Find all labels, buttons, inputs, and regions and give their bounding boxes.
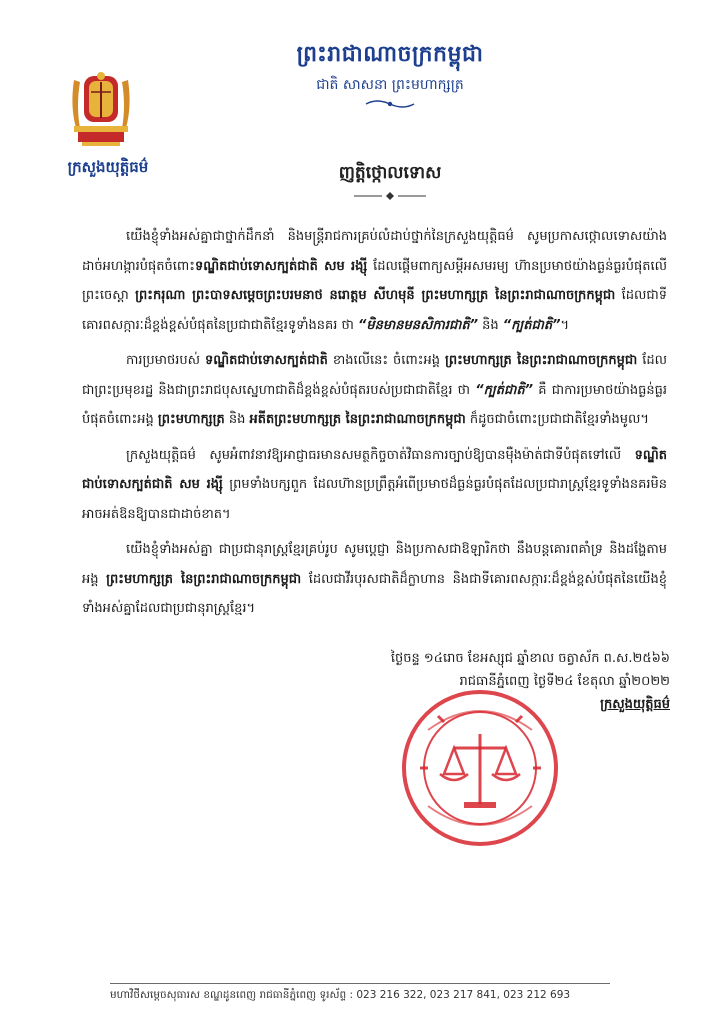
text-segment: និង bbox=[224, 412, 250, 427]
kingdom-title: ព្រះរាជាណាចក្រកម្ពុជា bbox=[296, 42, 484, 67]
paragraph-3 bbox=[82, 441, 667, 530]
document-title: ញត្តិថ្កោលទោស bbox=[338, 163, 442, 183]
text-segment: ខាងលើនេះ ចំពោះអង្គ bbox=[327, 353, 445, 368]
petition-body bbox=[82, 222, 667, 630]
signatory: ក្រសួងយុត្តិធម៌ bbox=[600, 697, 670, 712]
footer-address bbox=[110, 989, 630, 1004]
quoted-phrase: “ក្បត់ជាតិ” bbox=[475, 382, 534, 398]
lunar-date: ថ្ងៃចន្ទ ១៤រោច ខែអស្សុជ ឆ្នាំខាល ចត្វាស័ក ព.ស.២៥៦៦ bbox=[390, 651, 670, 666]
text-segment: យើងខ្ញុំទាំងអស់គ្នា ជាប្រជានុរាស្ត្រខ្មែរគ្រប់រូប សូមប្តេជ្ញា និងប្រកាសជាឱឡារិកថា នឹងបន្តគោរពគាំទ្រ និងដង្ហែតាមអង្គ bbox=[82, 542, 667, 587]
text-segment: ដែលជាព្រះប្រមុខរដ្ឋ និងជាព្រះរាជបុសស្នេហាជាតិដ៏ខ្ពង់ខ្ពស់បំផុតរបស់ប្រជាជាតិខ្មែរ ថា bbox=[82, 353, 667, 398]
text-segment: ក៏ដូចជាចំពោះប្រជាជាតិខ្មែរទាំងមូល។ bbox=[465, 412, 649, 427]
text-segment: ។ bbox=[560, 317, 570, 333]
quoted-phrase: “មិនមានមនសិការជាតិ” bbox=[358, 317, 478, 333]
text-segment: ដែលជាទីគោរពសក្ការៈដ៏ខ្ពង់ខ្ពស់បំផុតនៃប្រជាជាតិខ្មែរទូទាំងនគរ ថា bbox=[82, 288, 667, 333]
text-segment: យើងខ្ញុំទាំងអស់គ្នាជាថ្នាក់ដឹកនាំ និងមន្ត្រីរាជការគ្រប់លំដាប់ថ្នាក់នៃក្រសួងយុត្តិធម៌ សូមប្រកាសថ្កោលទោសយ៉ាងដាច់អហង្ការបំផុតចំពោះ bbox=[82, 229, 667, 274]
text-segment: ដែលផ្តើមពាក្យសម្តីអសមរម្យ ហ៊ានប្រមាថយ៉ាងធ្ងន់ធ្ងរបំផុតលើព្រះចេស្តា bbox=[82, 258, 667, 303]
text-segment: ដែលជាវីរបុរសជាតិដ៏ក្លាហាន និងជាទីគោរពសក្ការៈដ៏ខ្ពង់ខ្ពស់បំផុតនៃយើងខ្ញុំទាំងអស់គ្នាដែលជាប្រជានុរាស្ត្រខ្មែរ។ bbox=[82, 571, 667, 616]
paragraph-2 bbox=[82, 346, 667, 435]
emphasis-traitor-name: ទណ្ឌិតជាប់ទោសក្បត់ជាតិ សម រង្ស៊ី bbox=[195, 258, 368, 274]
emphasis-king-title: ព្រះមហាក្សត្រ នៃព្រះរាជាណាចក្រកម្ពុជា bbox=[106, 571, 302, 587]
emphasis-king-title: ព្រះករុណា ព្រះបាទសម្តេចព្រះបរមនាថ នរោត្តម សីហមុនី ព្រះមហាក្សត្រ នៃព្រះរាជាណាចក្រកម្ពុជា bbox=[135, 288, 616, 303]
footer-divider bbox=[110, 983, 610, 984]
solar-date: រាជធានីភ្នំពេញ ថ្ងៃទី២៤ ខែតុលា ឆ្នាំ២០២២ bbox=[459, 674, 670, 689]
ministry-name: ក្រសួងយុត្តិធម៌ bbox=[67, 158, 149, 176]
text-segment: ព្រមទាំងបក្សពួក ដែលហ៊ានប្រព្រឹត្តអំពើប្រមាថដ៏ធ្ងន់ធ្ងរបំផុតដែលប្រជារាស្ត្រខ្មែរទូទាំងនគរមិនអាចអត់ឱនឱ្យបានជាដាច់ខាត។ bbox=[82, 477, 668, 522]
text-segment: ក្រសួងយុត្តិធម៌ សូមអំពាវនាវឱ្យអាជ្ញាធរមានសមត្ថកិច្ចចាត់វិធានការច្បាប់ឱ្យបានម៉ឺងម៉ាត់ជាទីបំផុតទៅលើ bbox=[126, 447, 635, 463]
motto-ornament-icon bbox=[364, 97, 416, 111]
text-segment: ការប្រមាថរបស់ bbox=[126, 353, 205, 368]
quoted-phrase: “ក្បត់ជាតិ” bbox=[502, 317, 561, 333]
emphasis-traitor-name: ទណ្ឌិតជាប់ទោសក្បត់ជាតិ សម រង្ស៊ី bbox=[82, 447, 667, 492]
paragraph-1 bbox=[82, 222, 667, 340]
paragraph-4 bbox=[82, 535, 667, 624]
official-seal-icon bbox=[398, 686, 563, 851]
emphasis-traitor-name: ទណ្ឌិតជាប់ទោសក្បត់ជាតិ bbox=[204, 353, 328, 368]
phone-numbers: 023 216 322, 023 217 841, 023 212 693 bbox=[356, 989, 571, 1001]
text-segment: និង bbox=[477, 317, 503, 333]
emphasis-king-title: ព្រះមហាក្សត្រ នៃព្រះរាជាណាចក្រកម្ពុជា bbox=[444, 353, 638, 368]
ministry-emblem-icon bbox=[66, 68, 136, 148]
emphasis-former-king-title: អតីតព្រះមហាក្សត្រ នៃព្រះរាជាណាចក្រកម្ពុជា bbox=[249, 412, 466, 427]
address-text: មហាវិថីសម្តេចសុធារស ខណ្ឌដូនពេញ រាជធានីភ្នំពេញ ទូរស័ព្ទ : bbox=[110, 989, 357, 1001]
national-motto: ជាតិ សាសនា ព្រះមហាក្សត្រ bbox=[316, 77, 464, 93]
title-ornament-icon bbox=[350, 190, 430, 202]
text-segment: គឺ ជាការប្រមាថយ៉ាងធ្ងន់ធ្ងរបំផុតចំពោះអង្គ bbox=[82, 382, 667, 427]
emphasis-king-title: ព្រះមហាក្សត្រ bbox=[157, 412, 225, 427]
